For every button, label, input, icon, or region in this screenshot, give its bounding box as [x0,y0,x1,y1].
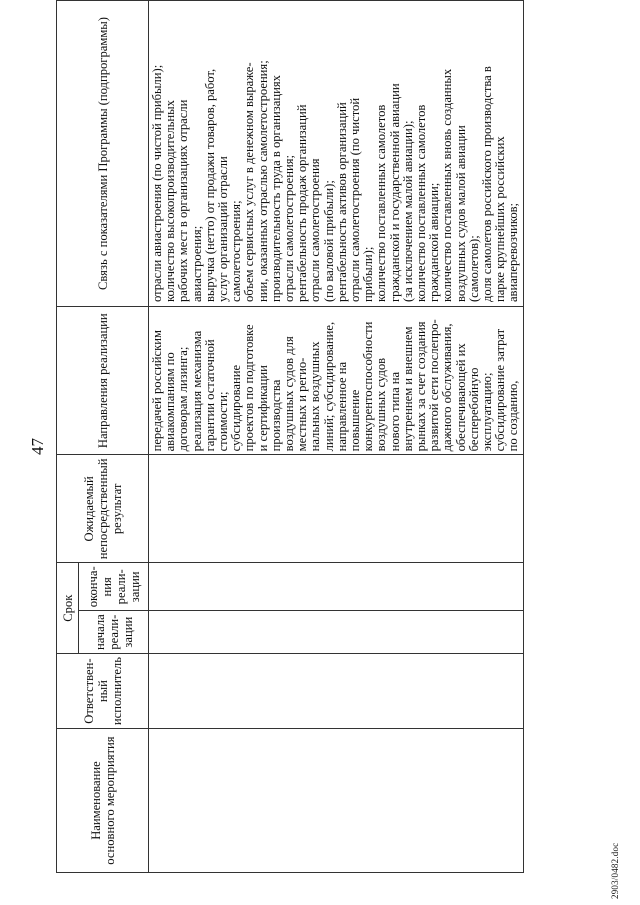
header-name: Наименование основного мероприятия [57,729,149,873]
cell-link: отрасли авиастроения (по чистой прибыли); количество высокопроизводительных рабочих мест в организациях отрасли авиастроения; выручка (нетто) от продажи товаров, работ, услуг организаций отрасли самолетостроения; объем сервисных услуг в денежном выраже- нии, оказанных отраслью самолетостроения; производительность труда в организациях отрасли самолетостроения; рентабельность продаж организаций отрасли самолетостроения (по валовой прибыли); рентабельность активов организаций отрасли самолетостроения (по чистой прибыли); количество поставленных самолетов гражданской и государственной авиации (за исключением малой авиации); количество поставленных самолетов гражданской авиации; количество поставленных вновь созданных воздушных судов малой авиации (самолетов); доля самолетов российского производства в парке крупнейших российских авиаперевозчиков; [149,1,524,307]
header-row-1 [57,1,79,873]
cell-end [149,563,524,611]
page-number: 47 [28,438,47,455]
header-directions: Направления реализации [57,307,149,455]
cell-responsible [149,654,524,729]
header-end: оконча- ния реали- зации [79,563,149,611]
table-row [149,1,524,873]
document-footer: 2903/0482.doc [610,842,620,899]
cell-start [149,611,524,654]
cell-result [149,455,524,563]
header-start: начала реали- зации [79,611,149,654]
header-responsible: Ответствен- ный исполнитель [57,654,149,729]
header-term: Срок [57,563,79,654]
header-link: Связь с показателями Программы (подпрограммы) [57,1,149,307]
header-result: Ожидаемый непосредственный результат [57,455,149,563]
cell-directions: передачей российским авиакомпаниям по договорам лизинга; реализация механизма гарантии остаточной стоимости; субсидирование проектов по подготовке и сертификации производства воздушных судов для местных и регио- нальных воздушных линий; субсидирование, направленное на повышение конкурентоспособности воздушных судов нового типа на внутреннем и внешнем рынках за счет создания развитой сети послепро- дажного обслуживания, обеспечивающей их бесперебойную эксплуатацию; субсидирование затрат по созданию, [149,307,524,455]
cell-name [149,729,524,873]
program-table [56,0,524,873]
